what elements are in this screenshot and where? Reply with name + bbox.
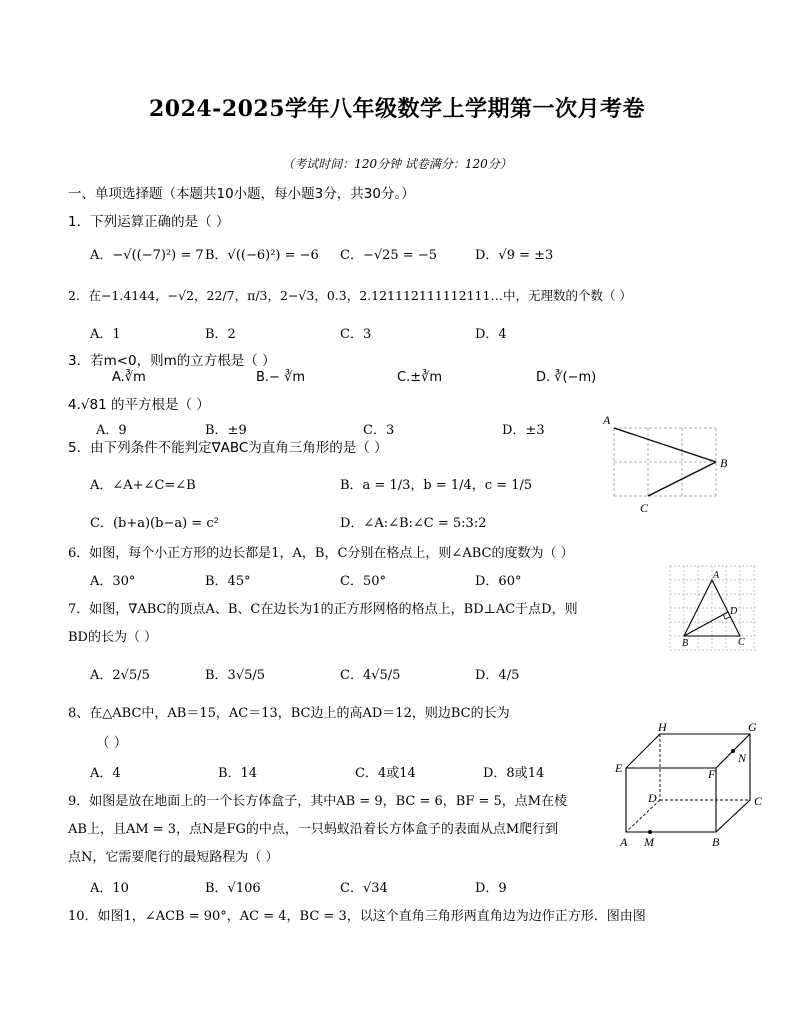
label-d: D (730, 606, 738, 617)
q8-stem-line1: 8、在△ABC中，AB＝15，AC＝13，BC边上的高AD＝12，则边BC的长为 (68, 706, 510, 721)
label-e: E (615, 761, 623, 775)
q8-stem-line2: （ ） (96, 735, 128, 751)
q1-option-d: D．√9 = ±3 (475, 248, 554, 263)
q6-option-a: A．30° (90, 574, 136, 589)
q7-figure (668, 564, 760, 658)
q7-stem-line2: BD的长为（ ） (68, 630, 158, 645)
q7-option-c: C．4√5/5 (340, 668, 401, 683)
q4-stem: 4.√81 的平方根是（ ） (68, 397, 210, 413)
q8-option-b: B．14 (218, 766, 258, 781)
q5-option-a: A．∠A+∠C=∠B (90, 478, 196, 493)
q6-option-c: C．50° (340, 574, 386, 589)
q3-option-a: A.∛m (112, 370, 146, 385)
q8-option-a: A．4 (90, 766, 121, 781)
q9-stem-line1: 9．如图是放在地面上的一个长方体盒子，其中AB = 9，BC = 6，BF = 5，点M在棱 (68, 794, 568, 809)
label-c: C (754, 794, 763, 808)
point-m (648, 830, 652, 834)
q6-option-d: D．60° (475, 574, 522, 589)
section-heading: 一、单项选择题（本题共10小题，每小题3分，共30分。） (68, 186, 415, 202)
q9-option-c: C．√34 (340, 881, 388, 896)
q4-option-d: D．±3 (502, 423, 545, 438)
q2-option-b: B．2 (205, 327, 236, 342)
q2-option-a: A．1 (90, 327, 121, 342)
label-d: D (648, 791, 657, 805)
q7-option-a: A．2√5/5 (90, 668, 150, 683)
q1-option-a: A．−√((−7)²) = 7 (90, 248, 204, 263)
label-a: A (713, 570, 720, 581)
q9-stem-line3: 点N，它需要爬行的最短路程为（ ） (68, 850, 279, 865)
label-h: H (658, 720, 667, 734)
q6-option-b: B．45° (205, 574, 251, 589)
q10-stem: 10．如图1，∠ACB = 90°，AC = 4，BC = 3，以这个直角三角形两直角边为边作正方形．图由图 (68, 909, 646, 924)
q1-option-c: C．−√25 = −5 (340, 248, 437, 263)
q2-stem: 2．在−1.4144，−√2，22/7，π/3，2−√3，0.3̇，2.121112111112111…中，无理数的个数（ ） (68, 288, 632, 303)
q3-option-c: C.±∛m (397, 370, 443, 385)
q4-option-c: C．3 (363, 423, 395, 438)
q5-stem: 5．由下列条件不能判定∇ABC为直角三角形的是（ ） (68, 440, 388, 456)
label-n: N (738, 751, 747, 765)
point-n (731, 749, 735, 753)
q9-option-a: A．10 (90, 881, 129, 896)
label-a: A (620, 835, 628, 849)
label-c: C (738, 637, 745, 648)
q3-option-b: B.− ∛m (256, 370, 306, 385)
q3-stem: 3．若m<0，则m的立方根是（ ） (68, 353, 276, 369)
q5-option-c: C．(b+a)(b−a) = c² (90, 516, 219, 531)
q2-option-d: D．4 (475, 327, 507, 342)
q3-option-d: D. ∛(−m) (536, 370, 597, 385)
label-b: B (682, 638, 689, 649)
exam-info: （考试时间：120分钟 试卷满分：120分） (282, 157, 512, 171)
page-title: 2024-2025学年八年级数学上学期第一次月考卷 (148, 96, 646, 122)
q5-figure (600, 413, 728, 516)
label-b: B (712, 835, 720, 849)
label-b: B (720, 456, 728, 470)
q7-option-d: D．4/5 (475, 668, 520, 683)
q1-stem: 1．下列运算正确的是（ ） (68, 214, 230, 230)
q8-option-d: D．8或14 (483, 766, 545, 781)
q9-option-d: D．9 (475, 881, 507, 896)
q2-option-c: C．3 (340, 327, 372, 342)
q8-option-c: C．4或14 (355, 766, 416, 781)
q5-option-b: B．a = 1/3，b = 1/4，c = 1/5 (340, 478, 533, 493)
q9-option-b: B．√106 (205, 881, 261, 896)
q4-option-a: A．9 (96, 423, 127, 438)
q7-stem-line1: 7．如图，∇ABC的顶点A、B、C在边长为1的正方形网格的格点上，BD⊥AC于点D，则 (68, 602, 578, 617)
q5-option-d: D．∠A:∠B:∠C = 5:3:2 (340, 516, 487, 531)
q4-option-b: B．±9 (205, 423, 247, 438)
q9-stem-line2: AB上，且AM = 3，点N是FG的中点，一只蚂蚁沿着长方体盒子的表面从点M爬行到 (68, 822, 559, 837)
q7-option-b: B．3√5/5 (205, 668, 266, 683)
q9-cuboid-figure (612, 720, 772, 850)
label-m: M (644, 835, 654, 849)
q6-stem: 6．如图，每个小正方形的边长都是1，A，B，C分别在格点上，则∠ABC的度数为（ ） (68, 546, 574, 561)
q1-option-b: B．√((−6)²) = −6 (205, 248, 319, 263)
label-g: G (748, 720, 757, 734)
label-a: A (603, 413, 611, 427)
label-c: C (640, 501, 649, 515)
segment-ab (614, 428, 716, 462)
label-f: F (708, 767, 716, 781)
